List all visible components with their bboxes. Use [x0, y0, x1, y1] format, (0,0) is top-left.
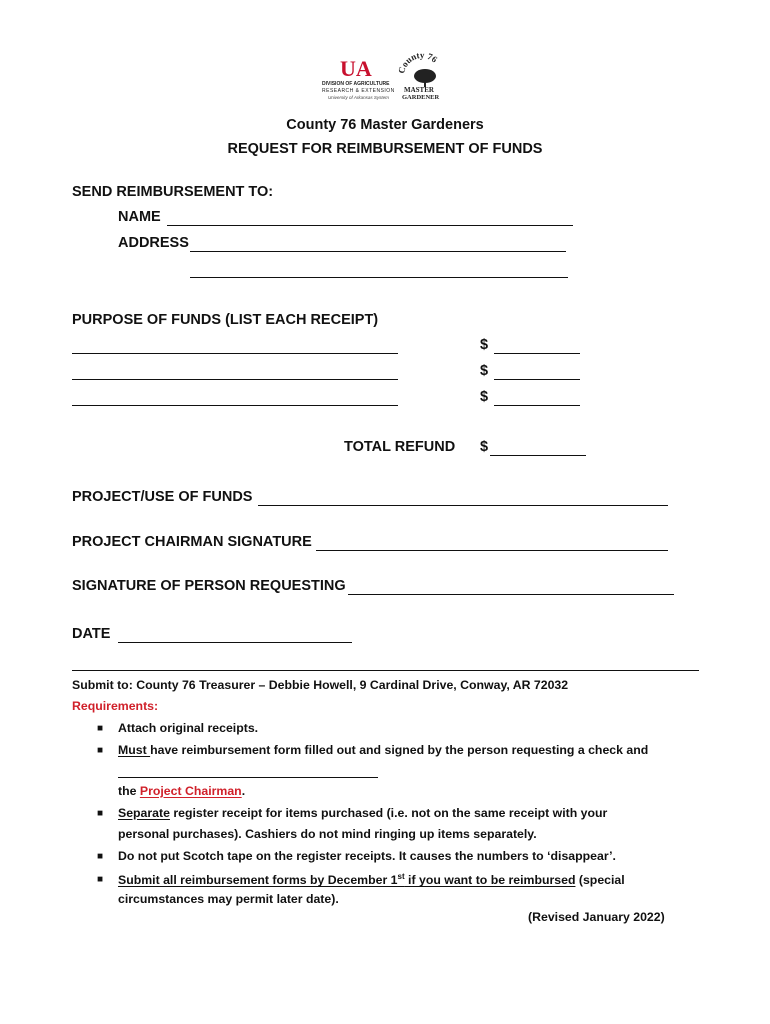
currency-1: $ [480, 337, 489, 353]
requirements-heading: Requirements: [72, 699, 159, 713]
requirement-1: Attach original receipts. [118, 721, 259, 735]
requirement-5-c: (special [575, 873, 625, 888]
total-refund-field[interactable] [490, 455, 586, 456]
uada-line1: DIVISION OF AGRICULTURE [322, 81, 390, 87]
deadline-text [118, 873, 575, 887]
requirement-5 [118, 872, 625, 887]
requester-signature-label: SIGNATURE OF PERSON REQUESTING [72, 578, 346, 594]
uada-mark: UA [340, 56, 372, 81]
uada-logo [318, 56, 400, 106]
project-use-field[interactable] [258, 505, 668, 506]
mg-arc-text: ounty 76 [399, 52, 440, 69]
revised-date: (Revised January 2022) [528, 910, 665, 924]
address-field-1[interactable] [190, 251, 566, 252]
master-gardener-logo [398, 52, 446, 104]
org-name: County 76 Master Gardeners [286, 117, 484, 133]
requirement-2 [118, 743, 648, 757]
address-field-2[interactable] [190, 277, 568, 278]
amount-field-1[interactable] [494, 353, 580, 354]
total-currency: $ [480, 439, 489, 455]
the-text: the [118, 784, 140, 798]
chairman-signature-field[interactable] [316, 550, 668, 551]
purpose-field-3[interactable] [72, 405, 398, 406]
chairman-signature-label: PROJECT CHAIRMAN SIGNATURE [72, 534, 312, 550]
uada-line2: RESEARCH & EXTENSION [322, 88, 395, 94]
deadline-text-b: if you want to be reimbursed [404, 873, 576, 888]
currency-2: $ [480, 363, 489, 379]
requirement-5-line2: circumstances may permit later date). [118, 892, 339, 906]
separate-text: Separate [118, 806, 170, 820]
bullet-icon: ■ [97, 851, 104, 862]
deadline-text-a: Submit all reimbursement forms by December 1 [118, 873, 398, 888]
must-text: Must [118, 743, 151, 757]
purpose-heading: PURPOSE OF FUNDS (LIST EACH RECEIPT) [72, 312, 379, 328]
amount-field-2[interactable] [494, 379, 580, 380]
date-label: DATE [72, 626, 111, 642]
requirement-3-rest: register receipt for items purchased (i.e. not on the same receipt with your [169, 806, 608, 820]
project-use-label: PROJECT/USE OF FUNDS [72, 489, 253, 505]
period-text: . [241, 784, 246, 798]
divider [72, 670, 699, 671]
requirement-2-line2 [118, 784, 245, 798]
requirement-3-line2: personal purchases). Cashiers do not mind ringing up items separately. [118, 827, 537, 841]
requester-signature-field[interactable] [348, 594, 674, 595]
bullet-icon: ■ [97, 723, 104, 734]
uada-line3: University of Arkansas System [328, 95, 389, 100]
bullet-icon: ■ [97, 874, 104, 885]
total-refund-label: TOTAL REFUND [344, 439, 456, 455]
name-label: NAME [118, 209, 161, 225]
requirement-2-rest: have reimbursement form filled out and signed by the person requesting a check and [150, 743, 649, 757]
deadline-sup: st [397, 872, 405, 881]
bullet-icon: ■ [97, 745, 104, 756]
mg-line2: GARDENER [402, 94, 440, 101]
submit-to-text: Submit to: County 76 Treasurer – Debbie Howell, 9 Cardinal Drive, Conway, AR 72032 [72, 678, 569, 692]
send-to-heading: SEND REIMBURSEMENT TO: [72, 184, 274, 200]
purpose-field-1[interactable] [72, 353, 398, 354]
currency-3: $ [480, 389, 489, 405]
requirement-3 [118, 806, 607, 820]
requirement-4: Do not put Scotch tape on the register receipts. It causes the numbers to ‘disappear’. [118, 849, 616, 863]
purpose-field-2[interactable] [72, 379, 398, 380]
bullet-icon: ■ [97, 808, 104, 819]
form-title: REQUEST FOR REIMBURSEMENT OF FUNDS [227, 141, 543, 157]
name-field[interactable] [167, 225, 573, 226]
mg-line1: MASTER [404, 86, 434, 94]
address-label: ADDRESS [118, 235, 189, 251]
chairman-name-field[interactable] [118, 777, 378, 778]
amount-field-3[interactable] [494, 405, 580, 406]
project-chairman-text: Project Chairman [139, 784, 242, 798]
date-field[interactable] [118, 642, 352, 643]
